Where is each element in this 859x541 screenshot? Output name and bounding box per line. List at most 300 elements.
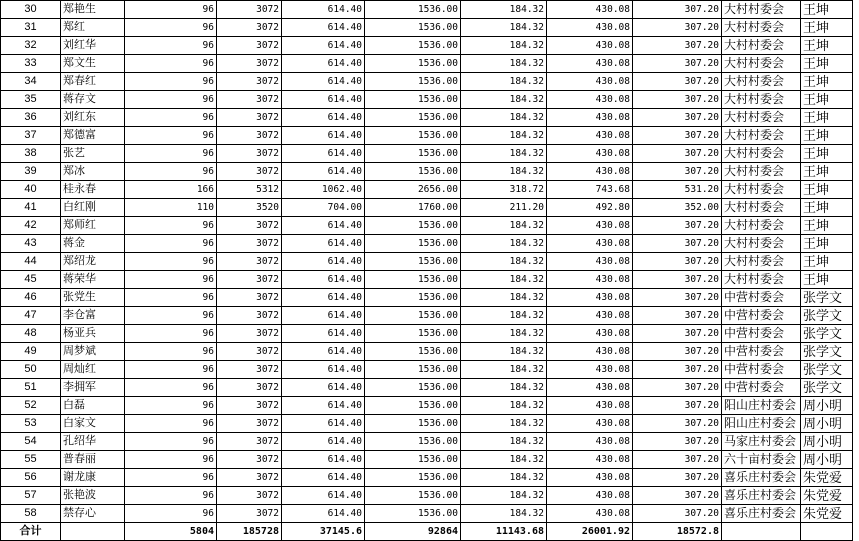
value-cell: 96 [125, 145, 217, 163]
value-cell: 307.20 [633, 1, 722, 19]
person-cell: 张学文 [801, 343, 853, 361]
name-cell: 郑冰 [61, 163, 125, 181]
value-cell: 184.32 [461, 55, 547, 73]
row-number-cell: 33 [1, 55, 61, 73]
value-cell: 3072 [217, 55, 282, 73]
person-cell: 周小明 [801, 397, 853, 415]
table-row [1, 181, 853, 199]
person-cell: 王坤 [801, 163, 853, 181]
value-cell: 96 [125, 343, 217, 361]
total-cell: 26001.92 [547, 523, 633, 541]
value-cell: 430.08 [547, 127, 633, 145]
name-cell: 刘红华 [61, 37, 125, 55]
village-cell: 大村村委会 [722, 1, 801, 19]
value-cell: 3072 [217, 469, 282, 487]
value-cell: 430.08 [547, 37, 633, 55]
table-row [1, 1, 853, 19]
person-cell: 王坤 [801, 181, 853, 199]
value-cell: 1536.00 [365, 235, 461, 253]
value-cell: 307.20 [633, 343, 722, 361]
value-cell: 430.08 [547, 325, 633, 343]
value-cell: 3072 [217, 109, 282, 127]
name-cell: 郑红 [61, 19, 125, 37]
value-cell: 184.32 [461, 37, 547, 55]
table-row [1, 109, 853, 127]
value-cell: 184.32 [461, 361, 547, 379]
value-cell: 614.40 [282, 307, 365, 325]
table-row [1, 271, 853, 289]
value-cell: 430.08 [547, 289, 633, 307]
value-cell: 3072 [217, 343, 282, 361]
value-cell: 430.08 [547, 1, 633, 19]
name-cell: 张党生 [61, 289, 125, 307]
name-cell: 桂永春 [61, 181, 125, 199]
value-cell: 614.40 [282, 487, 365, 505]
name-cell: 周梦斌 [61, 343, 125, 361]
value-cell: 614.40 [282, 253, 365, 271]
row-number-cell: 42 [1, 217, 61, 235]
table-body [1, 1, 853, 523]
value-cell: 430.08 [547, 415, 633, 433]
value-cell: 3072 [217, 325, 282, 343]
person-cell: 王坤 [801, 37, 853, 55]
person-cell: 王坤 [801, 217, 853, 235]
value-cell: 184.32 [461, 433, 547, 451]
name-cell: 刘红东 [61, 109, 125, 127]
value-cell: 3072 [217, 487, 282, 505]
value-cell: 430.08 [547, 73, 633, 91]
person-cell: 王坤 [801, 109, 853, 127]
value-cell: 1536.00 [365, 397, 461, 415]
person-cell: 周小明 [801, 433, 853, 451]
row-number-cell: 37 [1, 127, 61, 145]
value-cell: 1536.00 [365, 217, 461, 235]
value-cell: 3072 [217, 397, 282, 415]
name-cell: 白磊 [61, 397, 125, 415]
value-cell: 2656.00 [365, 181, 461, 199]
table-row [1, 487, 853, 505]
value-cell: 3072 [217, 19, 282, 37]
value-cell: 96 [125, 235, 217, 253]
value-cell: 1536.00 [365, 37, 461, 55]
person-cell: 王坤 [801, 91, 853, 109]
value-cell: 307.20 [633, 73, 722, 91]
village-cell: 中营村委会 [722, 307, 801, 325]
village-cell: 大村村委会 [722, 19, 801, 37]
value-cell: 96 [125, 325, 217, 343]
village-cell: 大村村委会 [722, 55, 801, 73]
name-cell: 张艺 [61, 145, 125, 163]
name-cell: 普春丽 [61, 451, 125, 469]
table-row [1, 253, 853, 271]
village-cell: 大村村委会 [722, 235, 801, 253]
person-cell: 王坤 [801, 19, 853, 37]
value-cell: 5312 [217, 181, 282, 199]
value-cell: 614.40 [282, 379, 365, 397]
value-cell: 307.20 [633, 235, 722, 253]
row-number-cell: 53 [1, 415, 61, 433]
row-number-cell: 30 [1, 1, 61, 19]
value-cell: 184.32 [461, 469, 547, 487]
value-cell: 96 [125, 487, 217, 505]
total-cell: 185728 [217, 523, 282, 541]
name-cell: 郑德富 [61, 127, 125, 145]
table-row [1, 235, 853, 253]
value-cell: 96 [125, 109, 217, 127]
total-label: 合计 [1, 523, 61, 541]
value-cell: 1536.00 [365, 487, 461, 505]
table-row [1, 73, 853, 91]
value-cell: 184.32 [461, 1, 547, 19]
village-cell: 中营村委会 [722, 379, 801, 397]
row-number-cell: 32 [1, 37, 61, 55]
village-cell: 大村村委会 [722, 127, 801, 145]
table-row [1, 325, 853, 343]
name-cell: 郑春红 [61, 73, 125, 91]
value-cell: 307.20 [633, 271, 722, 289]
person-cell: 王坤 [801, 253, 853, 271]
name-cell: 蒋存文 [61, 91, 125, 109]
value-cell: 3072 [217, 91, 282, 109]
value-cell: 614.40 [282, 55, 365, 73]
value-cell: 3072 [217, 145, 282, 163]
value-cell: 96 [125, 253, 217, 271]
village-cell: 阳山庄村委会 [722, 415, 801, 433]
value-cell: 614.40 [282, 325, 365, 343]
value-cell: 184.32 [461, 217, 547, 235]
value-cell: 430.08 [547, 163, 633, 181]
value-cell: 430.08 [547, 343, 633, 361]
value-cell: 614.40 [282, 343, 365, 361]
value-cell: 96 [125, 55, 217, 73]
value-cell: 96 [125, 19, 217, 37]
table-row [1, 127, 853, 145]
row-number-cell: 45 [1, 271, 61, 289]
value-cell: 96 [125, 91, 217, 109]
value-cell: 430.08 [547, 307, 633, 325]
value-cell: 430.08 [547, 433, 633, 451]
value-cell: 1536.00 [365, 379, 461, 397]
value-cell: 307.20 [633, 91, 722, 109]
value-cell: 3072 [217, 235, 282, 253]
row-number-cell: 50 [1, 361, 61, 379]
village-cell: 大村村委会 [722, 37, 801, 55]
name-cell: 蒋荣华 [61, 271, 125, 289]
value-cell: 184.32 [461, 91, 547, 109]
table-row [1, 217, 853, 235]
value-cell: 184.32 [461, 109, 547, 127]
value-cell: 614.40 [282, 271, 365, 289]
value-cell: 614.40 [282, 289, 365, 307]
table-row [1, 55, 853, 73]
value-cell: 1536.00 [365, 271, 461, 289]
person-cell: 周小明 [801, 415, 853, 433]
value-cell: 96 [125, 451, 217, 469]
value-cell: 3072 [217, 127, 282, 145]
village-cell: 大村村委会 [722, 271, 801, 289]
value-cell: 430.08 [547, 505, 633, 523]
name-cell: 李拥军 [61, 379, 125, 397]
value-cell: 307.20 [633, 109, 722, 127]
table-row [1, 343, 853, 361]
value-cell: 3072 [217, 37, 282, 55]
value-cell: 96 [125, 361, 217, 379]
row-number-cell: 43 [1, 235, 61, 253]
row-number-cell: 35 [1, 91, 61, 109]
value-cell: 1536.00 [365, 109, 461, 127]
value-cell: 1536.00 [365, 415, 461, 433]
table-row [1, 505, 853, 523]
person-cell: 王坤 [801, 55, 853, 73]
table-row [1, 163, 853, 181]
row-number-cell: 41 [1, 199, 61, 217]
value-cell: 307.20 [633, 19, 722, 37]
village-cell: 阳山庄村委会 [722, 397, 801, 415]
village-cell: 喜乐庄村委会 [722, 487, 801, 505]
table-row [1, 469, 853, 487]
value-cell: 614.40 [282, 505, 365, 523]
value-cell: 307.20 [633, 397, 722, 415]
value-cell: 184.32 [461, 343, 547, 361]
value-cell: 614.40 [282, 433, 365, 451]
name-cell: 郑绍龙 [61, 253, 125, 271]
value-cell: 96 [125, 415, 217, 433]
value-cell: 430.08 [547, 361, 633, 379]
value-cell: 3072 [217, 451, 282, 469]
village-cell: 大村村委会 [722, 163, 801, 181]
value-cell: 184.32 [461, 379, 547, 397]
value-cell: 307.20 [633, 253, 722, 271]
person-cell: 张学文 [801, 361, 853, 379]
value-cell: 1536.00 [365, 1, 461, 19]
value-cell: 184.32 [461, 289, 547, 307]
value-cell: 166 [125, 181, 217, 199]
table-row [1, 91, 853, 109]
village-cell: 大村村委会 [722, 145, 801, 163]
row-number-cell: 46 [1, 289, 61, 307]
value-cell: 1536.00 [365, 451, 461, 469]
value-cell: 184.32 [461, 145, 547, 163]
value-cell: 307.20 [633, 163, 722, 181]
value-cell: 307.20 [633, 217, 722, 235]
value-cell: 430.08 [547, 55, 633, 73]
value-cell: 184.32 [461, 505, 547, 523]
name-cell: 孔绍华 [61, 433, 125, 451]
value-cell: 184.32 [461, 397, 547, 415]
value-cell: 614.40 [282, 451, 365, 469]
row-number-cell: 31 [1, 19, 61, 37]
value-cell: 96 [125, 73, 217, 91]
value-cell: 3072 [217, 415, 282, 433]
name-cell: 张艳波 [61, 487, 125, 505]
value-cell: 3520 [217, 199, 282, 217]
value-cell: 1536.00 [365, 127, 461, 145]
name-cell: 白家文 [61, 415, 125, 433]
value-cell: 184.32 [461, 127, 547, 145]
value-cell: 430.08 [547, 379, 633, 397]
value-cell: 184.32 [461, 415, 547, 433]
value-cell: 307.20 [633, 469, 722, 487]
value-cell: 1536.00 [365, 433, 461, 451]
value-cell: 184.32 [461, 487, 547, 505]
total-cell: 5804 [125, 523, 217, 541]
value-cell: 1536.00 [365, 343, 461, 361]
value-cell: 3072 [217, 361, 282, 379]
village-cell: 大村村委会 [722, 109, 801, 127]
value-cell: 307.20 [633, 361, 722, 379]
name-cell: 周灿红 [61, 361, 125, 379]
person-cell: 王坤 [801, 199, 853, 217]
person-cell: 周小明 [801, 451, 853, 469]
value-cell: 318.72 [461, 181, 547, 199]
person-cell: 张学文 [801, 289, 853, 307]
value-cell: 184.32 [461, 235, 547, 253]
table-row [1, 397, 853, 415]
person-cell: 王坤 [801, 73, 853, 91]
value-cell: 96 [125, 289, 217, 307]
row-number-cell: 57 [1, 487, 61, 505]
total-cell: 18572.8 [633, 523, 722, 541]
total-row [1, 523, 853, 541]
value-cell: 614.40 [282, 73, 365, 91]
value-cell: 3072 [217, 253, 282, 271]
table-row [1, 37, 853, 55]
value-cell: 430.08 [547, 469, 633, 487]
value-cell: 184.32 [461, 307, 547, 325]
total-empty-cell [722, 523, 801, 541]
value-cell: 307.20 [633, 487, 722, 505]
value-cell: 430.08 [547, 253, 633, 271]
village-cell: 中营村委会 [722, 343, 801, 361]
person-cell: 王坤 [801, 127, 853, 145]
village-cell: 大村村委会 [722, 199, 801, 217]
value-cell: 3072 [217, 271, 282, 289]
table-row [1, 379, 853, 397]
value-cell: 430.08 [547, 397, 633, 415]
person-cell: 王坤 [801, 145, 853, 163]
value-cell: 1536.00 [365, 469, 461, 487]
person-cell: 朱党爱 [801, 469, 853, 487]
row-number-cell: 38 [1, 145, 61, 163]
value-cell: 96 [125, 271, 217, 289]
value-cell: 96 [125, 433, 217, 451]
value-cell: 3072 [217, 505, 282, 523]
value-cell: 3072 [217, 379, 282, 397]
value-cell: 1536.00 [365, 163, 461, 181]
value-cell: 1536.00 [365, 289, 461, 307]
total-cell: 37145.6 [282, 523, 365, 541]
value-cell: 614.40 [282, 109, 365, 127]
value-cell: 3072 [217, 217, 282, 235]
value-cell: 614.40 [282, 469, 365, 487]
row-number-cell: 40 [1, 181, 61, 199]
value-cell: 1536.00 [365, 55, 461, 73]
value-cell: 211.20 [461, 199, 547, 217]
row-number-cell: 36 [1, 109, 61, 127]
value-cell: 1760.00 [365, 199, 461, 217]
row-number-cell: 49 [1, 343, 61, 361]
value-cell: 96 [125, 163, 217, 181]
value-cell: 3072 [217, 289, 282, 307]
name-cell: 白红刚 [61, 199, 125, 217]
value-cell: 704.00 [282, 199, 365, 217]
value-cell: 352.00 [633, 199, 722, 217]
row-number-cell: 39 [1, 163, 61, 181]
village-cell: 大村村委会 [722, 181, 801, 199]
value-cell: 96 [125, 37, 217, 55]
row-number-cell: 51 [1, 379, 61, 397]
value-cell: 307.20 [633, 505, 722, 523]
value-cell: 743.68 [547, 181, 633, 199]
total-cell: 92864 [365, 523, 461, 541]
name-cell: 杨亚兵 [61, 325, 125, 343]
row-number-cell: 58 [1, 505, 61, 523]
value-cell: 614.40 [282, 163, 365, 181]
village-cell: 大村村委会 [722, 91, 801, 109]
value-cell: 96 [125, 505, 217, 523]
table-row [1, 199, 853, 217]
row-number-cell: 55 [1, 451, 61, 469]
value-cell: 1536.00 [365, 145, 461, 163]
name-cell: 禁存心 [61, 505, 125, 523]
total-cell: 11143.68 [461, 523, 547, 541]
value-cell: 96 [125, 397, 217, 415]
value-cell: 96 [125, 307, 217, 325]
table-row [1, 361, 853, 379]
value-cell: 307.20 [633, 379, 722, 397]
value-cell: 614.40 [282, 19, 365, 37]
value-cell: 614.40 [282, 361, 365, 379]
name-cell: 谢龙康 [61, 469, 125, 487]
value-cell: 614.40 [282, 415, 365, 433]
value-cell: 430.08 [547, 109, 633, 127]
value-cell: 614.40 [282, 1, 365, 19]
value-cell: 430.08 [547, 19, 633, 37]
village-cell: 中营村委会 [722, 361, 801, 379]
value-cell: 184.32 [461, 271, 547, 289]
village-cell: 大村村委会 [722, 73, 801, 91]
person-cell: 王坤 [801, 235, 853, 253]
name-cell: 李仓富 [61, 307, 125, 325]
table-row [1, 289, 853, 307]
value-cell: 3072 [217, 163, 282, 181]
table-row [1, 145, 853, 163]
value-cell: 96 [125, 1, 217, 19]
value-cell: 430.08 [547, 271, 633, 289]
table-row [1, 451, 853, 469]
value-cell: 430.08 [547, 451, 633, 469]
value-cell: 430.08 [547, 487, 633, 505]
village-cell: 大村村委会 [722, 217, 801, 235]
value-cell: 184.32 [461, 451, 547, 469]
value-cell: 1536.00 [365, 505, 461, 523]
value-cell: 3072 [217, 433, 282, 451]
value-cell: 307.20 [633, 37, 722, 55]
table-row [1, 307, 853, 325]
total-empty-cell [801, 523, 853, 541]
row-number-cell: 52 [1, 397, 61, 415]
village-cell: 中营村委会 [722, 325, 801, 343]
value-cell: 307.20 [633, 289, 722, 307]
value-cell: 184.32 [461, 73, 547, 91]
value-cell: 307.20 [633, 451, 722, 469]
value-cell: 430.08 [547, 217, 633, 235]
value-cell: 307.20 [633, 145, 722, 163]
name-cell: 郑文生 [61, 55, 125, 73]
value-cell: 3072 [217, 307, 282, 325]
person-cell: 张学文 [801, 307, 853, 325]
value-cell: 184.32 [461, 163, 547, 181]
